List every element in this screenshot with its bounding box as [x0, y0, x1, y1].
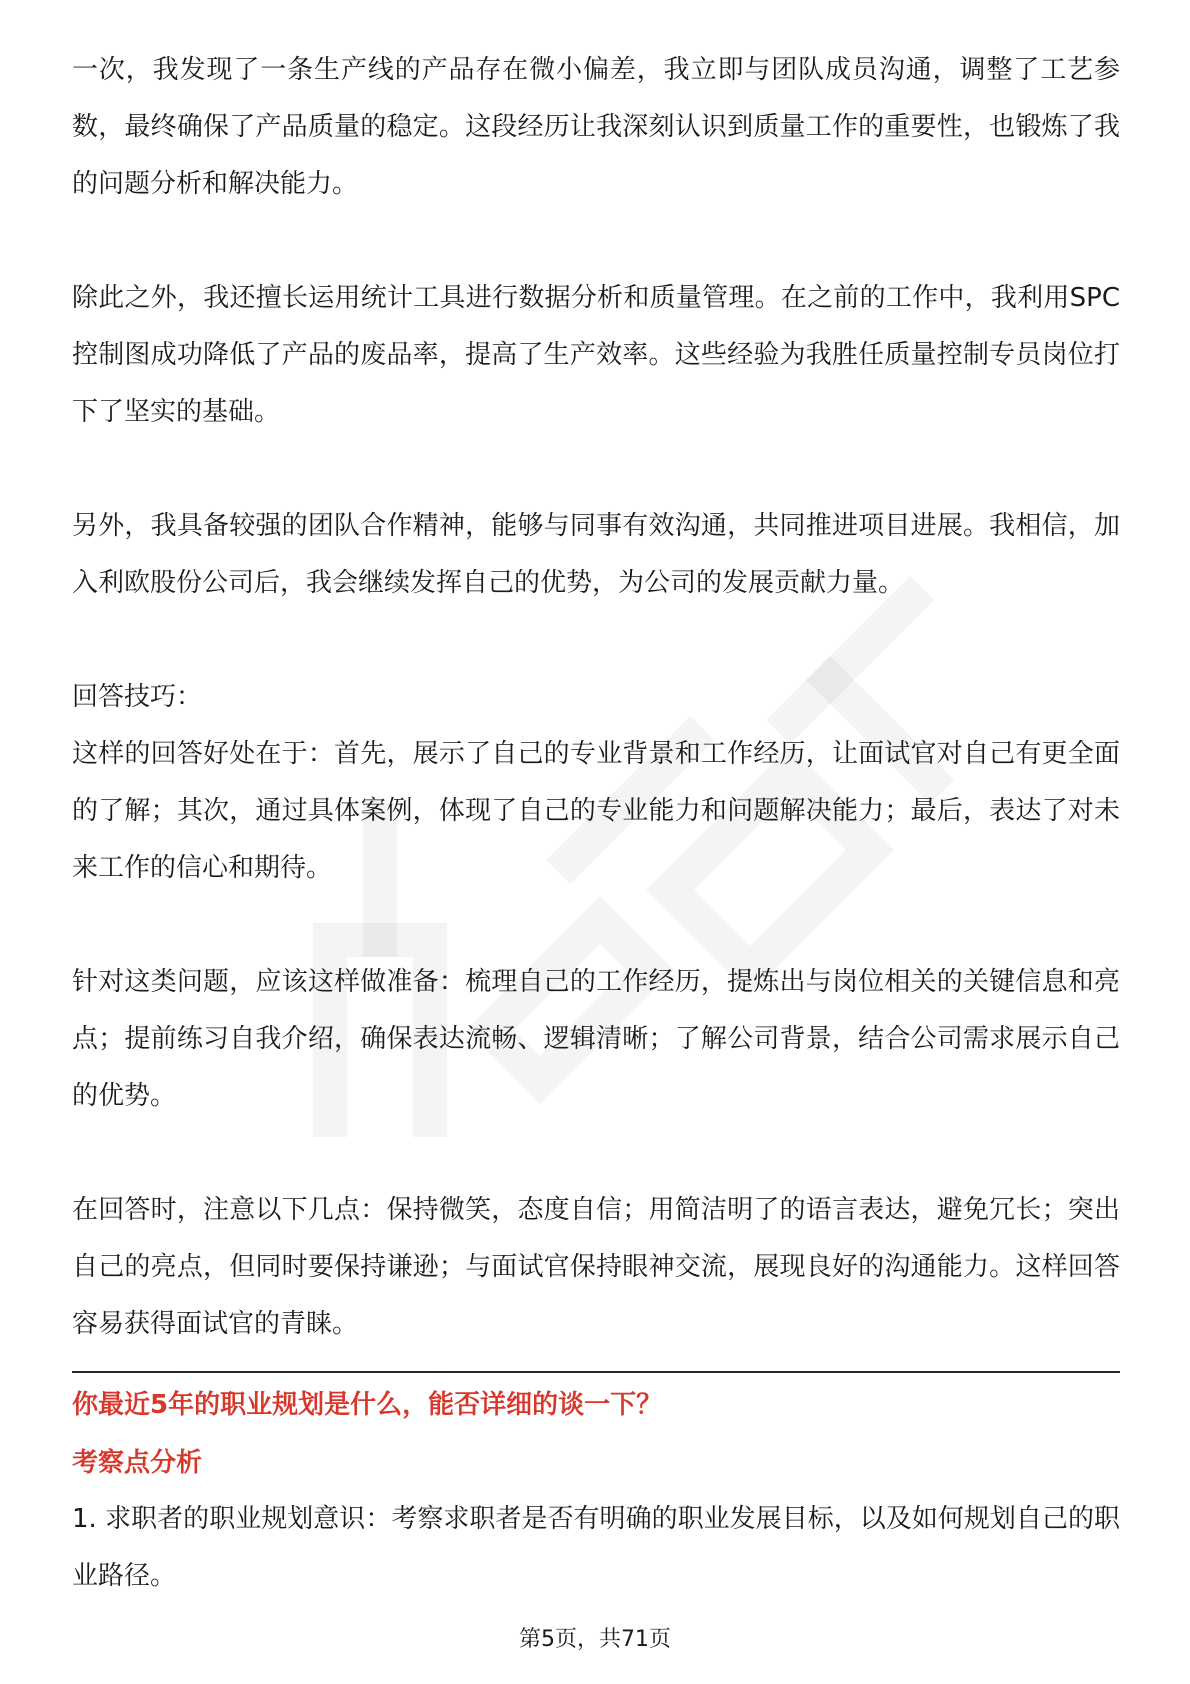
- section-divider: [72, 1371, 1120, 1373]
- paragraph-gap: [72, 213, 1120, 270]
- paragraph-gap: [72, 897, 1120, 954]
- tips-label: 回答技巧：: [72, 682, 203, 712]
- paragraph-statistics-skills: 除此之外，我还擅长运用统计工具进行数据分析和质量管理。在之前的工作中，我利用SPC控制图成功降低了产品的废品率，提高了生产效率。这些经验为我胜任质量控制专员岗位打下了坚实的基础。: [72, 283, 1120, 427]
- paragraph-gap: [72, 1125, 1120, 1182]
- question-title: 你最近5年的职业规划是什么，能否详细的谈一下？: [72, 1390, 663, 1420]
- paragraph-gap: [72, 441, 1120, 498]
- paragraph-preparation: 针对这类问题，应该这样做准备：梳理自己的工作经历，提炼出与岗位相关的关键信息和亮点；提前练习自我介绍，确保表达流畅、逻辑清晰；了解公司背景，结合公司需求展示自己的优势。: [72, 967, 1120, 1111]
- paragraph-gap: [72, 612, 1120, 669]
- analysis-heading: 考察点分析: [72, 1448, 203, 1478]
- page-body: [72, 42, 1120, 1605]
- paragraph-teamwork: 另外，我具备较强的团队合作精神，能够与同事有效沟通，共同推进项目进展。我相信，加入利欧股份公司后，我会继续发挥自己的优势，为公司的发展贡献力量。: [72, 511, 1120, 598]
- paragraph-answer-benefits: 这样的回答好处在于：首先，展示了自己的专业背景和工作经历，让面试官对自己有更全面的了解；其次，通过具体案例，体现了自己的专业能力和问题解决能力；最后，表达了对未来工作的信心和期待。: [72, 739, 1120, 883]
- paragraph-answer-notes: 在回答时，注意以下几点：保持微笑，态度自信；用简洁明了的语言表达，避免冗长；突出自己的亮点，但同时要保持谦逊；与面试官保持眼神交流，展现良好的沟通能力。这样回答容易获得面试官的青睐。: [72, 1195, 1120, 1339]
- page-indicator: 第5页，共71页: [519, 1627, 671, 1652]
- paragraph-experience: 一次，我发现了一条生产线的产品存在微小偏差，我立即与团队成员沟通，调整了工艺参数，最终确保了产品质量的稳定。这段经历让我深刻认识到质量工作的重要性，也锻炼了我的问题分析和解决能力。: [72, 55, 1120, 199]
- analysis-point-1: 1. 求职者的职业规划意识：考察求职者是否有明确的职业发展目标，以及如何规划自己的职业路径。: [72, 1504, 1120, 1591]
